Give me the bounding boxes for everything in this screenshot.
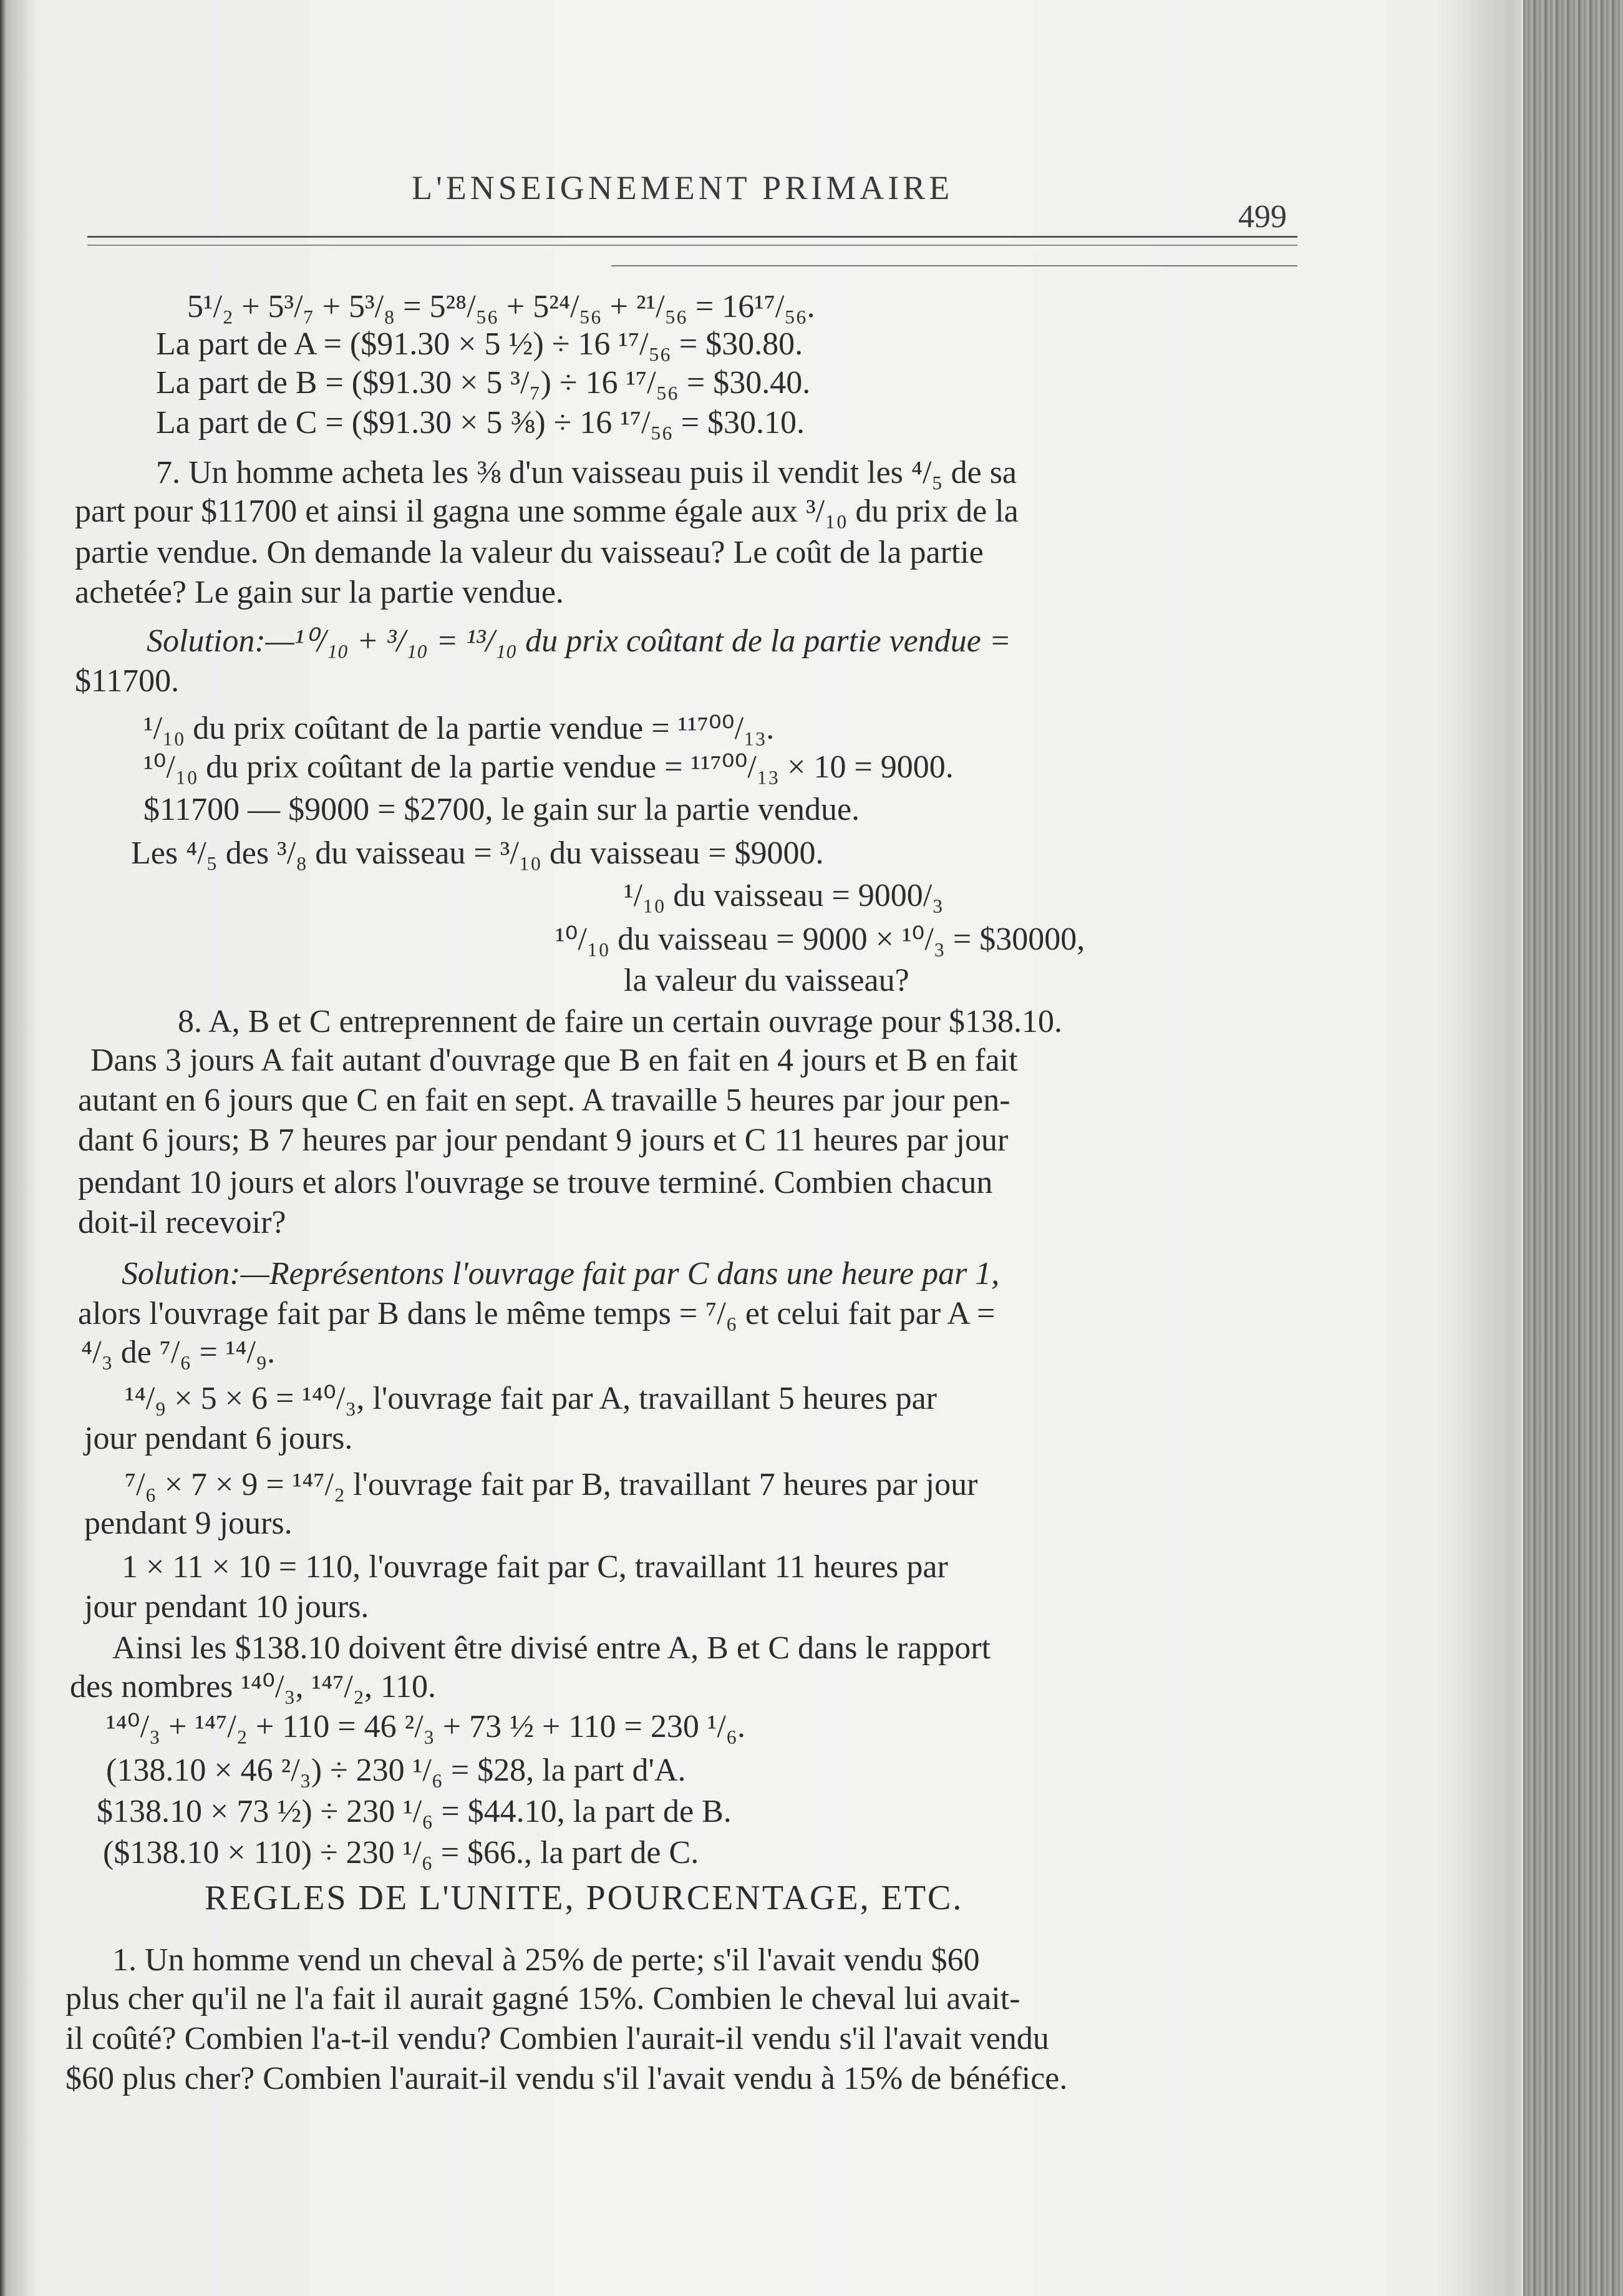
body-line: 1 × 11 × 10 = 110, l'ouvrage fait par C, travaillant 11 heures par (122, 1549, 948, 1585)
body-line: ⁴/₃ de ⁷/₆ = ¹⁴/₉. (81, 1335, 276, 1370)
body-line: Dans 3 jours A fait autant d'ouvrage que B en fait en 4 jours et B en fait (90, 1043, 1018, 1078)
body-line: $138.10 × 73 ½) ÷ 230 ¹/₆ = $44.10, la part de B. (97, 1794, 732, 1829)
equation-line: 5¹/₂ + 5³/₇ + 5³/₈ = 5²⁸/₅₆ + 5²⁴/₅₆ + ²¹/₅₆ = 16¹⁷/₅₆. (187, 289, 815, 324)
body-line: ¹/₁₀ du vaisseau = 9000/₃ (624, 878, 944, 913)
body-line: La part de C = ($91.30 × 5 ⅜) ÷ 16 ¹⁷/₅₆ = $30.10. (156, 405, 805, 440)
body-line: pendant 9 jours. (84, 1506, 293, 1541)
body-line: ($138.10 × 110) ÷ 230 ¹/₆ = $66., la part de C. (103, 1835, 699, 1870)
body-line: jour pendant 10 jours. (84, 1589, 369, 1625)
body-line: La part de B = ($91.30 × 5 ³/₇) ÷ 16 ¹⁷/₅₆ = $30.40. (156, 365, 811, 401)
page-number: 499 (1238, 199, 1287, 235)
problem-8-line: 8. A, B et C entreprennent de faire un certain ouvrage pour $138.10. (178, 1004, 1062, 1039)
body-line: partie vendue. On demande la valeur du vaisseau? Le coût de la partie (75, 535, 984, 570)
body-line: $11700. (75, 663, 180, 699)
body-line: jour pendant 6 jours. (84, 1421, 353, 1456)
section-title: REGLES DE L'UNITE, POURCENTAGE, ETC. (205, 1879, 964, 1917)
body-line: ¹⁴/₉ × 5 × 6 = ¹⁴⁰/₃, l'ouvrage fait par A, travaillant 5 heures par (125, 1381, 937, 1416)
body-line: ¹⁰/₁₀ du prix coûtant de la partie vendue = ¹¹⁷⁰⁰/₁₃ × 10 = 9000. (143, 749, 954, 785)
body-line: $11700 — $9000 = $2700, le gain sur la partie vendue. (143, 792, 860, 827)
body-line: ¹⁴⁰/₃ + ¹⁴⁷/₂ + 110 = 46 ²/₃ + 73 ½ + 110 = 230 ¹/₆. (106, 1709, 745, 1744)
body-line: doit-il recevoir? (78, 1205, 286, 1240)
body-line: (138.10 × 46 ²/₃) ÷ 230 ¹/₆ = $28, la part d'A. (106, 1753, 686, 1788)
running-head: L'ENSEIGNEMENT PRIMAIRE (412, 169, 954, 207)
book-page-edges (1523, 0, 1623, 2296)
body-line: des nombres ¹⁴⁰/₃, ¹⁴⁷/₂, 110. (70, 1669, 437, 1705)
body-line: ¹⁰/₁₀ du vaisseau = 9000 × ¹⁰/₃ = $30000, (555, 922, 1085, 957)
body-line: La part de A = ($91.30 × 5 ½) ÷ 16 ¹⁷/₅₆ = $30.80. (156, 326, 803, 362)
body-line: la valeur du vaisseau? (624, 963, 909, 998)
body-line: part pour $11700 et ainsi il gagna une somme égale aux ³/₁₀ du prix de la (75, 494, 1019, 529)
body-line: alors l'ouvrage fait par B dans le même temps = ⁷/₆ et celui fait par A = (78, 1296, 996, 1331)
body-line: ¹/₁₀ du prix coûtant de la partie vendue = ¹¹⁷⁰⁰/₁₃. (143, 711, 775, 746)
solution-line: Solution:—¹⁰/₁₀ + ³/₁₀ = ¹³/₁₀ du prix coûtant de la partie vendue = (147, 623, 1011, 659)
body-line: autant en 6 jours que C en fait en sept. A travaille 5 heures par jour pen- (78, 1082, 1010, 1118)
solution-line: Solution:—Représentons l'ouvrage fait par C dans une heure par 1, (122, 1256, 1000, 1292)
body-line: Ainsi les $138.10 doivent être divisé entre A, B et C dans le rapport (112, 1630, 991, 1666)
body-line: Les ⁴/₅ des ³/₈ du vaisseau = ³/₁₀ du vaisseau = $9000. (131, 835, 824, 871)
body-line: ⁷/₆ × 7 × 9 = ¹⁴⁷/₂ l'ouvrage fait par B, travaillant 7 heures par jour (125, 1467, 978, 1502)
body-line: $60 plus cher? Combien l'aurait-il vendu s'il l'avait vendu à 15% de bénéfice. (65, 2061, 1068, 2096)
body-line: pendant 10 jours et alors l'ouvrage se trouve terminé. Combien chacun (78, 1165, 993, 1200)
problem-7-line: 7. Un homme acheta les ⅜ d'un vaisseau puis il vendit les ⁴/₅ de sa (156, 455, 1017, 490)
body-line: dant 6 jours; B 7 heures par jour pendant 9 jours et C 11 heures par jour (78, 1122, 1009, 1158)
body-line: plus cher qu'il ne l'a fait il aurait gagné 15%. Combien le cheval lui avait- (65, 1981, 1020, 2016)
problem-1-line: 1. Un homme vend un cheval à 25% de perte; s'il l'avait vendu $60 (112, 1942, 980, 1978)
body-line: il coûté? Combien l'a-t-il vendu? Combien l'aurait-il vendu s'il l'avait vendu (65, 2021, 1049, 2056)
body-line: achetée? Le gain sur la partie vendue. (75, 575, 564, 610)
